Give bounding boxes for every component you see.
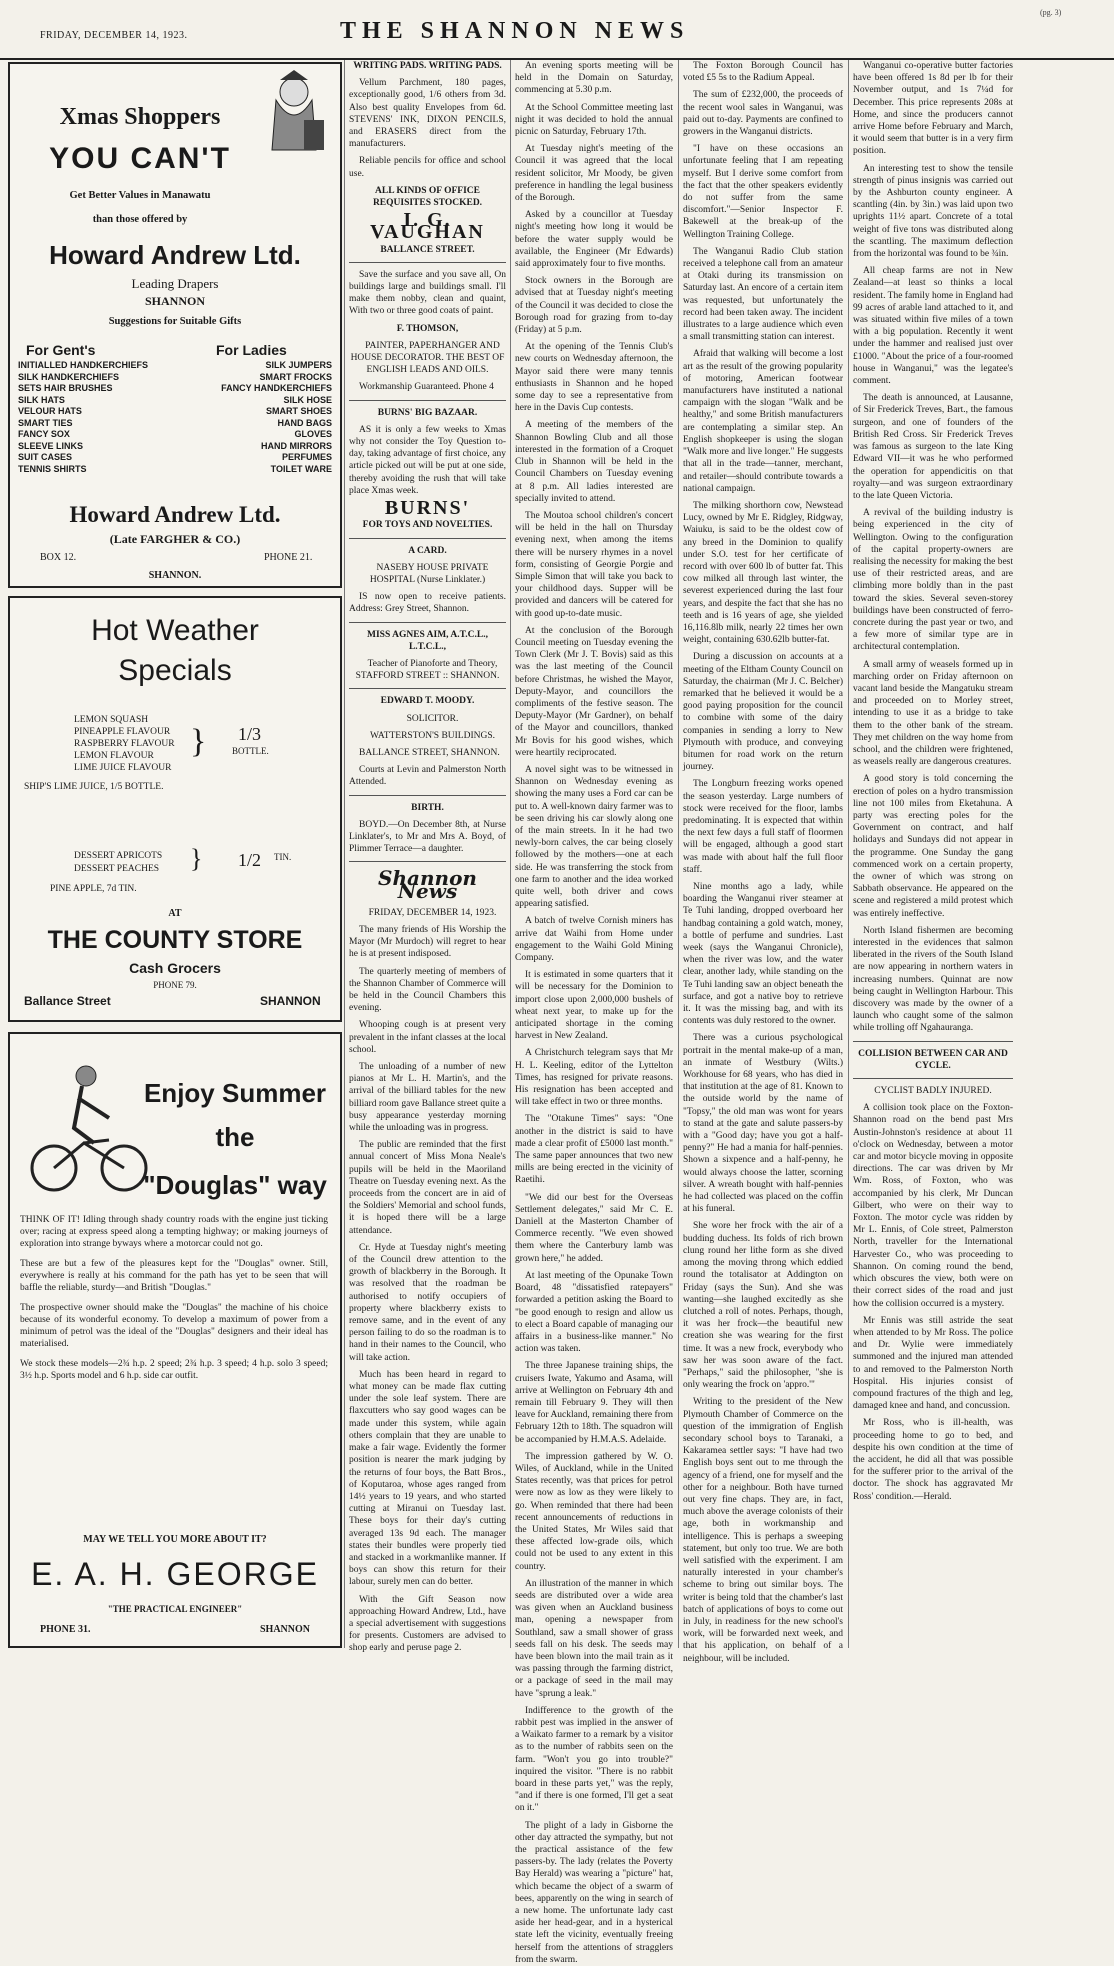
col2-text: At Tuesday night's meeting of the Council it was agreed that the local resident solicitor, Mr Moody, be given preference in handling the legal business of the Borough. <box>515 144 673 204</box>
brace-1: } <box>190 723 207 760</box>
price-2: 1/2 <box>238 850 262 870</box>
footer-town: SHANNON. <box>148 570 202 581</box>
column-4 <box>848 60 1017 1648</box>
gents-gift-item: SLEEVE LINKS <box>18 440 84 451</box>
moody-name: EDWARD T. MOODY. <box>380 696 475 707</box>
douglas-body <box>20 1214 328 1390</box>
company-town: SHANNON <box>144 294 205 308</box>
col2-text: Asked by a councillor at Tuesday night's meeting how long it would be before the water supply would be available, the Engineer (Mr Edwards) said approximately four to five months. <box>515 210 673 270</box>
store-town: SHANNON <box>260 994 321 1008</box>
col3-text: There was a curious psychological portrait in the mental make-up of a man, an inmate of Westbury (Wilts.) Workhouse for 68 years, who has died in that institution at the age of 81. Known to the outside world by the name of "Topsy," the old man was wont for years to stand at the gate and salute passers-by with a "Good day; have you got a half-penny?" He had a mania for half-pennies. Shown a sixpence and a half-penny, he would always choose the latter, scorning silver. A wreath bought with half-pennies he had collected was placed on the coffin at his funeral. <box>683 1033 843 1215</box>
douglas-way-heading: "Douglas" way <box>143 1170 327 1200</box>
footer-company-name: Howard Andrew Ltd. <box>69 502 281 527</box>
col3-text: Afraid that walking will become a lost art as the result of the growing popularity of motoring, American footwear manufacturers have instituted a national campaign with the slogan "Walk and be healthy," and some British manufacturers are contemplating a similar step. An English shopkeeper is using the slogan "Walk more and live longer." He suggests that all in the trade—tanner, merchant, and retailer—should contribute towards a national campaign. <box>683 349 843 494</box>
county-store-advert <box>8 596 342 1022</box>
col1-text: Much has been heard in regard to what money can be made flax cutting under the sole leaf system. There are flaxcutters who say good wages can be made under this system, while again others complain that they are unable to make a fair wage. Evidently the former position is nearer the mark judging by the returns of four boys, the Batt Bros., of Koputaroa, whose ages ranged from 14½ years to 19 years, and who started cutting at Miranui on Tuesday last. These boys for their day's cutting averaged 13s 9d each. The manager states their bundles were properly tied and stacked in a workmanlike manner. If boys can show this return for their labour, surely men can do better. <box>349 1369 506 1588</box>
col2-text: Stock owners in the Borough are advised that at Tuesday night's meeting of the Council it was decided to close the Borough road for grazing from to-day (Friday) at 5 p.m. <box>515 276 673 336</box>
ladies-gift-item: HAND MIRRORS <box>261 440 332 451</box>
naseby-hospital: NASEBY HOUSE PRIVATE HOSPITAL (Nurse Linklater.) <box>369 562 489 585</box>
col4-text: A good story is told concerning the erection of poles on a hydro transmission line not 100 miles from Eketahuna. A party was erecting poles for the Government on contract, and half holidays and Sundays did not appear in the programme. One Sunday the gang commenced work on a certain property, the owner of which was strong on Sabbath observance. He appeared on the scene and registered a mild protest which was entirely ineffective. <box>853 774 1013 919</box>
col3-text: The milking shorthorn cow, Newstead Lucy, owned by Mr E. Ridgley, Ridgway, Waiuku, is said to be the oldest cow of any breed in the Dominion to qualify under S.O. test for her certificate of record with over 600 lb of butter fat. This cow milked all through last winter, the severest experienced during the last four years, and despite the fact that she has no teeth and is 16 years of age, she yielded 16,116.8lb milk, nearly 22 times her own weight, containing 630.62lb butter-fat. <box>683 500 843 646</box>
gents-gift-item: FANCY SOX <box>18 429 70 439</box>
divider <box>349 538 506 539</box>
col3-text: The Longburn freezing works opened the season yesterday. Large numbers of stock were received for the floor, lambs predominating. It is expected that within the next few days a full staff of floormen will be engaged, although a good start was made with about half the full floor staff. <box>683 779 843 875</box>
col1-text: Cr. Hyde at Tuesday night's meeting of the Council drew attention to the growth of blackberry in the Borough. It was resolved that the roadman be authorised to notify occupiers of property where blackberry exists to remove same, and in the event of any person failing to do so the roadman is to hand in their names to the Council, who will take action. <box>349 1242 506 1363</box>
dessert-list <box>74 850 204 876</box>
gents-gift-item: VELOUR HATS <box>18 406 82 416</box>
gents-gift-item: INITIALLED HANDKERCHIEFS <box>18 360 148 370</box>
col1-text: Workmanship Guaranteed. Phone 4 <box>359 382 494 393</box>
xmas-tagline-2: than those offered by <box>92 214 188 225</box>
col4-text: A revival of the building industry is being experienced in the city of Wellington. Owing to the configuration of the capital property-owners are realising the necessity for making the best use of their restricted areas, and are climbing more boldly than in the past toward the skies. Several seven-storey buildings have been constructed of ferro-concrete during the past year or two, and a few more of similar type are in architectural contemplation. <box>853 508 1013 653</box>
col1-text: The unloading of a number of new pianos at Mr L. H. Martin's, and the arrival of the billiard tables for the new billiard room gave Ballance street quite a busy appearance yesterday morning while the unloading was in progress. <box>349 1062 506 1134</box>
ladies-gift-item: HAND BAGS <box>277 417 332 428</box>
col4-text: A small army of weasels formed up in marching order on Friday afternoon on vacant land beside the Mangatuku stream and proceeded on to Morley street, intending to use it as a bridge to take them to the other bank of the stream. They met children on the way home from school, and the children were frightened, as weasels really are dangerous creatures. <box>853 659 1013 768</box>
gift-suggestions: Suggestions for Suitable Gifts <box>108 316 242 327</box>
douglas-para-2: These are but a few of the pleasures kept for the "Douglas" owner. Still, everywhere is really at his command for the path has yet to be seen that will baffle the reliable, sturdy—and British "Douglas." <box>20 1259 328 1293</box>
store-street: Ballance Street <box>24 994 111 1008</box>
gents-heading: For Gent's <box>26 342 96 358</box>
dealer-tagline: "THE PRACTICAL ENGINEER" <box>107 1604 243 1614</box>
dessert-item: DESSERT PEACHES <box>74 864 160 874</box>
specials-heading: Specials <box>118 654 232 687</box>
xmas-shoppers-heading: Xmas Shoppers <box>59 104 221 130</box>
col1-text: Whooping cough is at present very prevalent in the infant classes at the local school. <box>349 1020 506 1055</box>
burns-tagline: FOR TOYS AND NOVELTIES. <box>362 520 493 531</box>
aim-name: MISS AGNES AIM, A.T.C.L., L.T.C.L., <box>367 629 488 652</box>
douglas-para-1: THINK OF IT! Idling through shady country roads with the engine just ticking over; racing at express speed along a tempting highway; or making journeys of exploration into strange byways where a motorcar could not go. <box>20 1215 328 1249</box>
flavour-item: LEMON SQUASH <box>74 715 149 725</box>
col4-text: Mr Ennis was still astride the seat when attended to by Mr Ross. The police and Dr. Wylie were immediately summoned and the injured man attended to and removed to the Palmerston North Hospital. His injuries consist of compound fractures of the thigh and leg, damaged knee and hand, and concussion. <box>853 1315 1013 1412</box>
col4-text: Wanganui co-operative butter factories have been offered 1s 8d per lb for their November output, and 1s 7¼d for December. This price represents 208s at Home, and since the producers cannot arrive Home before February and March, it would seem that butter is in a very firm position. <box>853 61 1013 157</box>
gents-gift-item: TENNIS SHIRTS <box>18 463 87 474</box>
col1-text: The public are reminded that the first annual concert of Miss Mona Neale's pupils will be held in the Maoriland Theatre on Tuesday evening next. As the proceeds from the concert are in aid of the Soldiers' Memorial and school funds, it is hoped there will be a large attendance. <box>349 1140 506 1236</box>
gents-gift-item: SETS HAIR BRUSHES <box>18 383 113 393</box>
flavour-item: LIME JUICE FLAVOUR <box>74 763 172 773</box>
store-name: THE COUNTY STORE <box>47 926 303 954</box>
dealer-town: SHANNON <box>260 1624 311 1635</box>
divider <box>349 262 506 263</box>
flavour-item: RASPBERRY FLAVOUR <box>74 739 175 749</box>
footer-late-name: (Late FARGHER & CO.) <box>109 532 241 546</box>
dealer-name: E. A. H. GEORGE <box>31 1556 319 1592</box>
col2-text: At the conclusion of the Borough Council meeting on Tuesday evening the Town Clerk (Mr J. T. Bovis) said as this was the last meeting of the Council before Christmas, he wished the Mayor, Deputy-Mayor, and councillors the compliments of the festive season. The Deputy-Mayor (Mr Gardner), on behalf of the Mayor and councillors, thanked Mr Bovis for his good wishes, which were heartily reciprocated. <box>515 625 673 758</box>
howard-andrew-advert <box>8 62 342 588</box>
gents-gift-item: SILK HATS <box>18 394 65 405</box>
col2-text: The "Otakune Times" says: "One another in the district is said to have made a clear profit of £5000 last month." The same paper announces that two new mills are being erected in the vicinity of Raetihi. <box>515 1114 673 1186</box>
ladies-gift-item: SILK HOSE <box>283 394 332 405</box>
col1-text: AS it is only a few weeks to Xmas why not consider the Toy Question to-day, taking advantage of first choice, any article picked out will be put at one side, thereby avoiding the rush that will take place Xmas week. <box>349 424 506 496</box>
column-2 <box>510 60 677 1965</box>
ladies-gift-item: SMART SHOES <box>265 406 332 416</box>
gents-gift-list <box>18 360 178 475</box>
collision-heading: COLLISION BETWEEN CAR AND CYCLE. <box>858 1048 1008 1071</box>
burns-name: BURNS' <box>384 497 471 520</box>
flavour-item: LEMON FLAVOUR <box>74 751 154 761</box>
col3-text: During a discussion on accounts at a meeting of the Eltham County Council on Saturday, the chairman (Mr J. C. Belcher) remarked that he believed it would be a good paying proposition for the council to combine with some of the dairy companies in sending a lorry to New Plymouth with produce, and conveying bitumen for road work on the return journey. <box>683 652 843 773</box>
col3-text: The Wanganui Radio Club station received a telephone call from an amateur at Otaki during its transmission on Saturday last. An encore of a certain item was requested, but unfortunately the record had been taken away. The incident illustrates to a large audience which even a small transmitting station can interest. <box>683 246 843 343</box>
col1-text: Vellum Parchment, 180 pages, exceptionally good, 1/6 others from 3d. Also best quality Envelopes from 6d. STEVENS' INK, DIXON PENCILS, and ERASERS direct from the manufacturers. <box>349 78 506 150</box>
page-corner-mark: (pg. 3) <box>1040 8 1062 17</box>
col1-text: PAINTER, PAPERHANGER AND HOUSE DECORATOR. THE BEST OF ENGLISH LEADS AND OILS. <box>350 340 505 376</box>
col2-text: At the School Committee meeting last night it was decided to hold the annual picnic on Saturday, February 17th. <box>515 102 673 138</box>
divider <box>349 688 506 689</box>
col1-text: BOYD.—On December 8th, at Nurse Linklater's, to Mr and Mrs A. Boyd, of Plimmer Terrace—a daughter. <box>349 819 506 855</box>
ladies-gift-item: SILK JUMPERS <box>265 360 332 370</box>
col1-text: Reliable pencils for office and school use. <box>349 156 506 179</box>
divider <box>349 400 506 401</box>
dessert-item: DESSERT APRICOTS <box>74 851 163 861</box>
col2-text: A batch of twelve Cornish miners has arrive dat Waihi from Home under engagement to the Waihi Gold Mining Company. <box>515 916 673 964</box>
flavour-list <box>74 714 207 774</box>
ladies-gift-item: PERFUMES <box>281 452 332 462</box>
hot-weather-heading: Hot Weather <box>91 614 259 647</box>
thomson-name: F. THOMSON, <box>396 323 459 334</box>
you-cant-heading: YOU CAN'T <box>49 142 231 175</box>
pine-apple: PINE APPLE, 7d TIN. <box>50 884 137 894</box>
col3-text: Nine months ago a lady, while boarding the Wanganui river steamer at Te Tuhi landing, dropped overboard her handbag containing a gold watch, money, a bottle of perfume and sundries. Last week (says the Wanganui Chronicle), when the river was low, and the water clear, another lady, while standing on the Te Tuhi landing saw an object beneath the surface, and got a native boy to retrieve it. It was the missing bag, and with its contents was duly restored to the owner. <box>683 882 844 1027</box>
solicitor-title: SOLICITOR. <box>406 713 459 724</box>
col1-text: Teacher of Pianoforte and Theory, STAFFORD STREET :: SHANNON. <box>355 658 500 682</box>
col1-text: Courts at Levin and Palmerston North Attended. <box>349 765 506 788</box>
phone-number: PHONE 21. <box>264 552 313 563</box>
gents-gift-item: SILK HANDKERCHIEFS <box>18 371 120 382</box>
cash-grocers: Cash Grocers <box>129 960 221 976</box>
col1-text: The many friends of His Worship the Mayor (Mr Murdoch) will regret to hear he is at present indisposed. <box>349 924 506 960</box>
gents-gift-item: SUIT CASES <box>18 452 73 462</box>
col3-text: She wore her frock with the air of a budding duchess. Its folds of rich brown clung round her lithe form as she dived among the moving throng which eddied round the totalisator at Addington on Friday (says the Sun). And she was wanting—she laughed excitedly as she clutched a roll of notes. Perhaps, though, it was her frock—the beautiful new creation she was wearing for the first time. It was a new frock, everybody who saw her was soon aware of the fact. "Perhaps," said the philosopher, "she is only wearing the frock on 'appro.'" <box>683 1221 843 1391</box>
col2-text: "We did our best for the Overseas Settlement delegates," said Mr C. E. Daniell at the Masterton Chamber of Commerce recently. "We even showed them where the Canterbury lamb was grown here," he added. <box>515 1192 673 1264</box>
divider <box>349 795 506 796</box>
company-name: Howard Andrew Ltd. <box>49 240 301 270</box>
col4-text: All cheap farms are not in New Zealand—at least so thinks a local resident. The family home in England had 99 acres of arable land attached to it, and was situated within five miles of a town with a big population. Recently it went under the hammer and realised just over £1000. "About the price of a four-roomed house in Wanganui," was the legatee's comment. <box>853 266 1013 387</box>
col3-text: Writing to the president of the New Plymouth Chamber of Commerce on the question of the immigration of English secondary school boys to Taranaki, a Kakaramea settler says: "I have had two English boys sent out to me through the agency of a friend, one for myself and the other for a neighbour. Both have turned out very fine chaps. They are, in fact, much above the average colonists of their age, both in workmanship and intelligence. This is perhaps a sweeping statement, but only too true. We are both well satisfied with the experiment. I am naturally interested in your chamber's scheme to bring out similar boys. The writer is being told that the chamber's last batch of applications of boys to come out in July, in readiness for the new school's work, will be forwarded next week, and that his application, on behalf of a neighbour, will be included. <box>683 1397 843 1664</box>
col4-text: North Island fishermen are becoming interested in the evidences that salmon liberated in the rivers of the South Island are now appearing in northern waters in increasing numbers. Quinnat are now being caught in Wellington Harbour. This discovery was made by the owner of a launch who caught some of the salmon while trolling off Ngahauranga. <box>853 925 1013 1034</box>
ships-lime-juice: SHIP'S LIME JUICE, 1/5 BOTTLE. <box>24 782 164 792</box>
col3-text: "I have on these occasions an unfortunate feeling that I am repeating myself. But I derive some comfort from the fact that the other speakers evidently do not suffer from the same discomfort."—Senior Inspector F. Bakewell at the break-up of the Wellington Training College. <box>683 144 843 240</box>
col2-text: The plight of a lady in Gisborne the other day attracted the sympathy, but not the practical assistance of the few passers-by. The lady (relates the Poverty Bay Herald) was wearing a "picture" hat, which became the object of a swarm of bees, apparently on the wing in search of a new home. The unfortunate lady cast aside her head-gear, and in a hysterical state left the vicinity, eventually freeing herself from the attentions of stragglers from the swarm. <box>515 1820 673 1965</box>
vaughan-name: I. G. VAUGHAN <box>370 209 485 244</box>
tell-you-more: MAY WE TELL YOU MORE ABOUT IT? <box>83 1534 267 1545</box>
dealer-phone: PHONE 31. <box>40 1624 91 1635</box>
col1-text: With the Gift Season now approaching Howard Andrew, Ltd., have a special advertisement with suggestions for presents. Customers are advised to shop early and peruse page 2. <box>349 1594 506 1654</box>
brace-2: } <box>190 844 203 873</box>
xmas-tagline: Get Better Values in Manawatu <box>69 190 211 201</box>
ladies-heading: For Ladies <box>216 342 287 358</box>
santa-claus-illustration <box>260 70 328 170</box>
douglas-para-3: The prospective owner should make the "Douglas" the machine of his choice because of its wonderful economy. To develop a maximum of power from a minimum of petrol was the ideal of the "Douglas" designers and their ideal has materialised. <box>20 1303 328 1349</box>
col4-text: Mr Ross, who is ill-health, was proceeding home to go to bed, and despite his own condition at the time of the accident, he did all that was possible for the sufferer prior to the arrival of the doctor. The shock has aggravated Mr Ross' condition.—Herald. <box>853 1418 1013 1502</box>
ladies-gift-item: TOILET WARE <box>270 463 332 474</box>
col1-text: BALLANCE STREET, SHANNON. <box>359 747 500 758</box>
col1-text: The quarterly meeting of members of the Shannon Chamber of Commerce will be held in the Council Chambers this evening. <box>349 966 506 1014</box>
col4-text: A collision took place on the Foxton-Shannon road on the bend past Mrs Austin-Johnston's residence at about 11 o'clock on Wednesday, between a motor car and motor bicycle moving in opposite directions. The car was driven by Mr Wm. Ross, of Foxton, who was accompanied by his clerk, Mr Duncan Gilbert, who were on their way to Foxton. The motor cycle was ridden by Mr L. Ennis, of Cole street, Palmerston North, traveller for the International Harvester Co., who was proceeding to Shannon. On coming round the bend, which obscures the view, both were on their correct sides of the road and just how the collision occurred is a mystery. <box>853 1103 1013 1309</box>
col1-text: IS now open to receive patients. Address: Grey Street, Shannon. <box>349 592 506 615</box>
col2-text: A Christchurch telegram says that Mr H. L. Keeling, editor of the Lyttelton Times, has resigned for private reasons. His resignation has been accepted and will take effect in two or three months. <box>515 1048 673 1108</box>
col2-text: An evening sports meeting will be held in the Domain on Saturday, commencing at 5.30 p.m. <box>515 61 673 96</box>
col2-text: A meeting of the members of the Shannon Bowling Club and all those interested in the formation of a Croquet Club in Shannon will be held in the Council Chambers on Tuesday evening at 8 p.m. All ladies interested are specially invited to attend. <box>515 420 673 504</box>
column-3 <box>678 60 847 1664</box>
col3-text: The Foxton Borough Council has voted £5 5s to the Radium Appeal. <box>683 61 843 84</box>
at-label: AT <box>168 908 182 919</box>
col2-text: A novel sight was to be witnessed in Shannon on Wednesday evening as showing the many uses a Ford car can be put to. A well-known dairy farmer was to be seen driving his car slowly along one of the main streets. In it he had two newly-born calves, the car being closely followed by the mothers—one at each side. He was transferring the stock from one farm to another and the idea worked quite well, both driver and cows appearing satisfied. <box>515 764 673 910</box>
store-phone: PHONE 79. <box>153 980 197 990</box>
douglas-para-4: We stock these models—2¾ h.p. 2 speed; 2¾ h.p. 3 speed; 4 h.p. solo 3 speed; 3½ h.p. Sports model and 6 h.p. side car outfit. <box>20 1359 328 1381</box>
ladies-gift-item: FANCY HANDKERCHIEFS <box>221 383 332 393</box>
enjoy-summer-heading: Enjoy Summer <box>143 1078 327 1108</box>
office-requisites: ALL KINDS OF OFFICE REQUISITES STOCKED. <box>372 185 483 209</box>
col2-text: At last meeting of the Opunake Town Board, 48 "dissatisfied ratepayers" forwarded a petition asking the Board to "be good enough to resign and allow us to elect a Board capable of managing our affairs in a business-like manner." No action was taken. <box>515 1270 673 1355</box>
ladies-gift-item: GLOVES <box>294 429 332 439</box>
box-number: BOX 12. <box>40 552 77 563</box>
writing-pads-heading: WRITING PADS. WRITING PADS. <box>353 61 502 71</box>
newspaper-title: THE SHANNON NEWS <box>340 18 690 44</box>
gents-gift-item: SMART TIES <box>18 417 73 428</box>
col2-text: The three Japanese training ships, the cruisers Iwate, Yakumo and Asama, will arrive at Wellington on February 4th and remain till February 9. They will then leave for Auckland, remaining there from February 12th to 18th. The squadron will be accompanied by H.M.A.S. Adelaide. <box>515 1361 673 1445</box>
divider <box>349 861 506 862</box>
price-1-unit: BOTTLE. <box>232 746 269 756</box>
douglas-motorcycle-advert <box>8 1032 342 1648</box>
ladies-gift-list <box>182 360 332 475</box>
ladies-gift-item: SMART FROCKS <box>259 371 332 382</box>
bazaar-heading: BURNS' BIG BAZAAR. <box>377 407 478 418</box>
collision-subheading: CYCLIST BADLY INJURED. <box>874 1086 992 1097</box>
company-description: Leading Drapers <box>131 276 219 291</box>
masthead <box>0 0 1114 60</box>
shannon-news-nameplate: Shannon News <box>378 866 477 903</box>
price-1: 1/3 <box>238 724 262 744</box>
card-heading: A CARD. <box>408 545 447 556</box>
col2-text: The Moutoa school children's concert will be held in the hall on Thursday evening next, when among the items there will be nursery rhymes in a novel form, consisting of Georgie Porgie and Simple Simon that will take you back to your childhood days. Supper will be provided and dancers will be catered for with good up-to-date music. <box>515 510 673 619</box>
divider <box>853 1078 1013 1079</box>
vaughan-street: BALLANCE STREET. <box>380 244 475 255</box>
divider <box>349 622 506 623</box>
col2-text: It is estimated in some quarters that it will be necessary for the Dominion to import close upon 2,000,000 bushels of wheat next year, to make up for the anticipated shortage in the coming harvest in New Zealand. <box>515 970 673 1042</box>
nameplate-date: FRIDAY, DECEMBER 14, 1923. <box>368 907 497 918</box>
flavour-item: PINEAPPLE FLAVOUR <box>74 727 171 737</box>
col1-text: Save the surface and you save all, On buildings large and buildings small. I'll make them nobby, clean and quaint, With two or three good coats of paint. <box>349 269 506 317</box>
price-2-unit: TIN. <box>274 852 292 862</box>
divider <box>853 1041 1013 1042</box>
col2-text: Indifference to the growth of the rabbit pest was implied in the answer of a Waikato farmer to a remark by a visitor as to the number of rabbits seen on the farm. "Won't you go into trouble?" inquired the visitor. "There is no rabbit board in these parts yet," was the reply, "and if there is one formed, I'll get a seat on it." <box>515 1705 673 1814</box>
col3-text: The sum of £232,000, the proceeds of the recent wool sales in Wanganui, was paid out to-day. Payments are confined to growers in the Wanganui districts. <box>683 90 843 138</box>
col2-text: At the opening of the Tennis Club's new courts on Wednesday afternoon, the Mayor said there were many tennis enthusiasts in Shannon and he hoped some day to see a representative from here in the Davis Cup contests. <box>515 342 673 414</box>
col2-text: An illustration of the manner in which seeds are distributed over a wide area was given when an Auckland business man, opening a newspaper from Southland, saw a small shower of grass seeds fall on his desk. The seeds may have been blown into the mail train as it was passing through the farming district, or a package of seed in the mail may have "sprung a leak." <box>515 1578 673 1699</box>
the-heading: the <box>215 1122 255 1152</box>
col4-text: An interesting test to show the tensile strength of pinus insignis was carried out by the Ashburton county engineer. A scantling (4in. by 3in.) was laid upon two uprights 11½ apart. Concrete of a total weight of five tons was distributed along the scantling. The maximum deflection from the horizontal was found to be ¾in. <box>853 163 1013 260</box>
column-1 <box>344 60 510 1654</box>
moody-buildings: WATTERSTON'S BUILDINGS. <box>369 730 496 741</box>
birth-heading: BIRTH. <box>411 802 444 813</box>
issue-date: FRIDAY, DECEMBER 14, 1923. <box>40 30 188 41</box>
col4-text: The death is announced, at Lausanne, of Sir Frederick Treves, Bart., the famous surgeon, and one of founders of the British Red Cross. Sir Frederick Treves was famous as surgeon to the late King Edward VII—it was he who performed the operation for appendicitis on that royalty—and was surgeon extraordinary to the late Queen Victoria. <box>853 393 1013 501</box>
col2-text: The impression gathered by W. O. Wiles, of Auckland, while in the United States recently, was that prices for petrol were now as low as they were likely to go. When reminded that there had been recent announcements of reductions in the United States, Mr Wiles said that these affected low-grade oils, which could not be used to any extent in this country. <box>515 1451 673 1572</box>
